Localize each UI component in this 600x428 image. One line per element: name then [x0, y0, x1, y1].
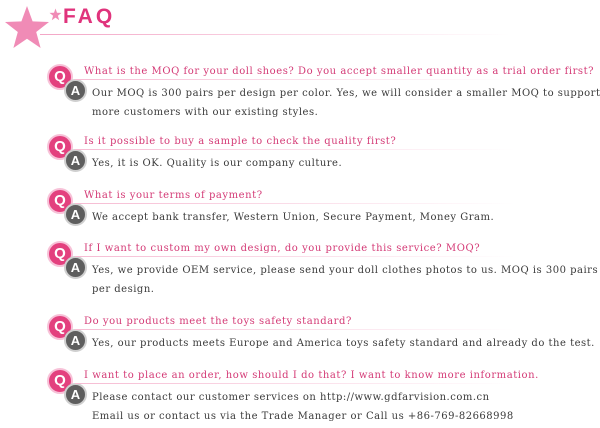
answer-badge-icon: A: [64, 383, 87, 406]
qa-badge-icon: [47, 241, 89, 285]
qa-badge-icon: [47, 134, 89, 178]
header-divider: [40, 34, 510, 35]
faq-question: What is your terms of payment?: [84, 190, 263, 201]
faq-answer: [92, 388, 580, 426]
question-badge-icon: Q: [47, 134, 73, 160]
faq-answer: [92, 84, 600, 122]
faq-header: [0, 0, 600, 52]
answer-line: Our MOQ is 300 pairs per design per color. Yes, we will consider a smaller MOQ to support: [92, 88, 600, 99]
answer-line: per design.: [92, 284, 155, 295]
small-star-icon: [49, 8, 62, 21]
answer-line: Yes, we provide OEM service, please send your doll clothes photos to us. MOQ is 300 pairs: [92, 265, 599, 276]
faq-question: What is the MOQ for your doll shoes? Do you accept smaller quantity as a trial order first?: [84, 66, 595, 77]
question-underline: [75, 149, 515, 150]
question-underline: [75, 203, 515, 204]
answer-badge-icon: A: [64, 79, 87, 102]
question-underline: [75, 256, 515, 257]
question-underline: [75, 329, 515, 330]
question-badge-icon: Q: [47, 188, 73, 214]
faq-question: Is it possible to buy a sample to check the quality first?: [84, 136, 397, 147]
faq-question: If I want to custom my own design, do you provide this service? MOQ?: [84, 243, 481, 254]
answer-line-website: Please contact our customer services on http://www.gdfarvision.com.cn: [92, 392, 490, 403]
qa-badge-icon: [47, 188, 89, 232]
qa-badge-icon: [47, 314, 89, 358]
question-underline: [75, 383, 515, 384]
answer-line: more customers with our existing styles.: [92, 107, 319, 118]
page-title: FAQ: [63, 5, 116, 28]
answer-badge-icon: A: [64, 203, 87, 226]
answer-line: Yes, it is OK. Quality is our company culture.: [92, 158, 343, 169]
question-badge-icon: Q: [47, 64, 73, 90]
faq-answer: [92, 334, 595, 353]
question-underline: [75, 79, 515, 80]
question-badge-icon: Q: [47, 368, 73, 394]
answer-badge-icon: A: [64, 329, 87, 352]
answer-line-contact: Email us or contact us via the Trade Manager or Call us +86-769-82668998: [92, 411, 514, 422]
answer-line: Yes, our products meets Europe and America toys safety standard and already do the test.: [92, 338, 595, 349]
faq-answer: [92, 154, 580, 173]
faq-answer: [92, 208, 580, 227]
large-star-icon: [4, 5, 50, 49]
question-badge-icon: Q: [47, 314, 73, 340]
qa-badge-icon: [47, 368, 89, 412]
faq-question: I want to place an order, how should I do that? I want to know more information.: [84, 370, 539, 381]
question-badge-icon: Q: [47, 241, 73, 267]
answer-badge-icon: A: [64, 149, 87, 172]
answer-line: We accept bank transfer, Western Union, Secure Payment, Money Gram.: [92, 212, 495, 223]
answer-badge-icon: A: [64, 256, 87, 279]
faq-answer: [92, 261, 599, 299]
faq-question: Do you products meet the toys safety standard?: [84, 316, 352, 327]
qa-badge-icon: [47, 64, 89, 108]
